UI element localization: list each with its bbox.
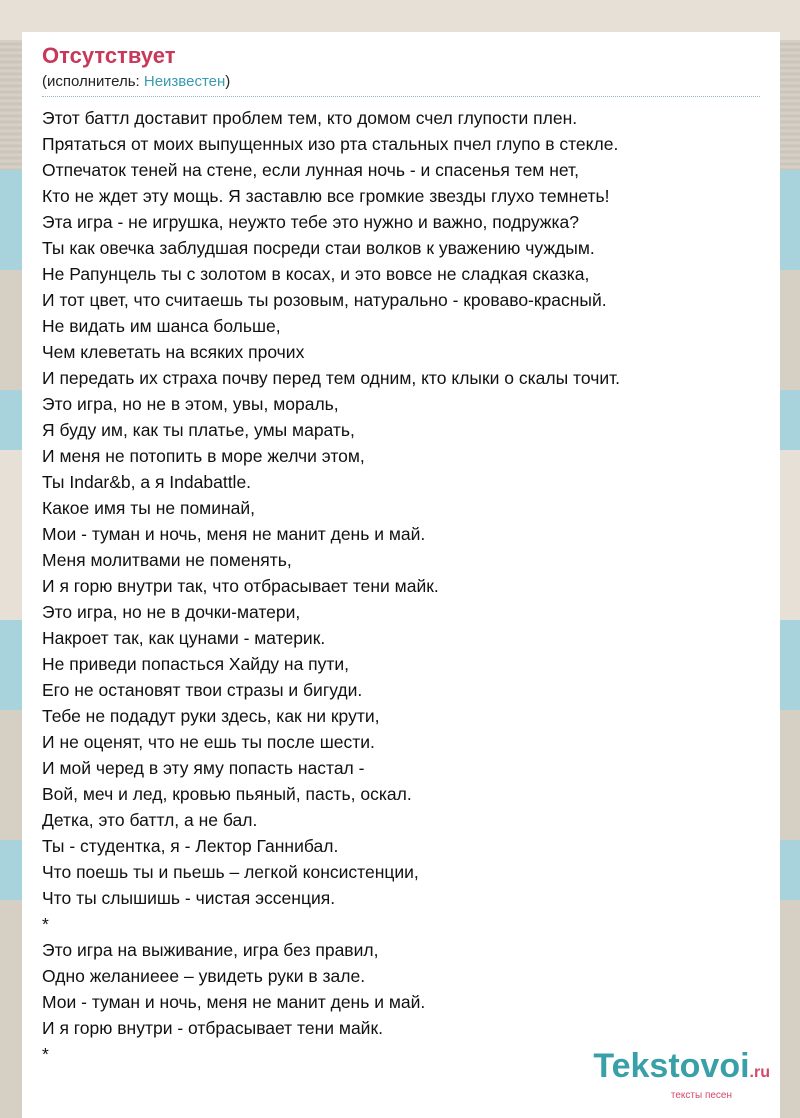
lyric-line: Я буду им, как ты платье, умы марать, xyxy=(42,420,355,440)
artist-suffix: ) xyxy=(225,73,231,90)
lyric-line: Прятаться от моих выпущенных изо рта стальных пчел глупо в стекле. xyxy=(42,134,619,154)
artist-line xyxy=(42,72,760,92)
lyric-line: Мои - туман и ночь, меня не манит день и май. xyxy=(42,992,426,1012)
header-divider xyxy=(42,96,760,97)
lyric-line: Не приведи попасться Хайду на пути, xyxy=(42,654,350,674)
lyric-line: Накроет так, как цунами - материк. xyxy=(42,628,326,648)
lyric-line: Это игра, но не в этом, увы, мораль, xyxy=(42,394,339,414)
lyric-line: Чем клеветать на всяких прочих xyxy=(42,342,305,362)
lyric-line: Ты Indar&b, а я Indabattle. xyxy=(42,472,252,492)
lyric-line: Это игра, но не в дочки-матери, xyxy=(42,602,301,622)
lyric-line: Кто не ждет эту мощь. Я заставлю все громкие звезды глухо темнеть! xyxy=(42,186,610,206)
lyric-line: * xyxy=(42,914,49,934)
artist-prefix: (исполнитель: xyxy=(42,73,144,90)
lyric-line: Что ты слышишь - чистая эссенция. xyxy=(42,888,336,908)
lyric-line: Что поешь ты и пьешь – легкой консистенции, xyxy=(42,862,419,882)
lyric-line: Какое имя ты не поминай, xyxy=(42,498,256,518)
lyric-line: И не оценят, что не ешь ты после шести. xyxy=(42,732,375,752)
lyric-line: Мои - туман и ночь, меня не манит день и май. xyxy=(42,524,426,544)
lyric-line: Его не остановят твои стразы и бигуди. xyxy=(42,680,363,700)
lyric-line: Эта игра - не игрушка, неужто тебе это нужно и важно, подружка? xyxy=(42,212,580,232)
logo-tld: .ru xyxy=(749,1064,770,1081)
lyrics-card xyxy=(22,32,780,1118)
lyric-line: Не Рапунцель ты с золотом в косах, и это вовсе не сладкая сказка, xyxy=(42,264,590,284)
lyric-line: И меня не потопить в море желчи этом, xyxy=(42,446,365,466)
lyric-line: Одно желаниеее – увидеть руки в зале. xyxy=(42,966,366,986)
site-logo[interactable] xyxy=(593,1049,770,1102)
lyric-line: Вой, меч и лед, кровью пьяный, пасть, оскал. xyxy=(42,784,412,804)
lyric-line: Ты - студентка, я - Лектор Ганнибал. xyxy=(42,836,339,856)
lyric-line: Отпечаток теней на стене, если лунная ночь - и спасенья тем нет, xyxy=(42,160,579,180)
lyric-line: Тебе не подадут руки здесь, как ни крути, xyxy=(42,706,380,726)
lyric-line: И передать их страха почву перед тем одним, кто клыки о скалы точит. xyxy=(42,368,621,388)
lyric-line: И я горю внутри - отбрасывает тени майк. xyxy=(42,1018,383,1038)
lyric-line: Ты как овечка заблудшая посреди стаи волков к уважению чуждым. xyxy=(42,238,595,258)
lyric-line: Это игра на выживание, игра без правил, xyxy=(42,940,379,960)
lyric-line: Детка, это баттл, а не бал. xyxy=(42,810,258,830)
lyric-line: И тот цвет, что считаешь ты розовым, натурально - кроваво-красный. xyxy=(42,290,607,310)
lyric-line: Этот баттл доставит проблем тем, кто домом счел глупости плен. xyxy=(42,108,578,128)
logo-wordmark xyxy=(593,1049,770,1090)
song-title: Отсутствует xyxy=(42,43,176,68)
lyrics-text xyxy=(42,105,760,1067)
lyric-line: И мой черед в эту яму попасть настал - xyxy=(42,758,365,778)
logo-name: Tekstovoi xyxy=(593,1047,750,1085)
lyric-line: * xyxy=(42,1044,49,1064)
logo-tagline: тексты песен xyxy=(670,1090,732,1101)
artist-link[interactable]: Неизвестен xyxy=(143,73,226,90)
lyric-line: И я горю внутри так, что отбрасывает тени майк. xyxy=(42,576,439,596)
lyric-line: Меня молитвами не поменять, xyxy=(42,550,292,570)
lyric-line: Не видать им шанса больше, xyxy=(42,316,281,336)
